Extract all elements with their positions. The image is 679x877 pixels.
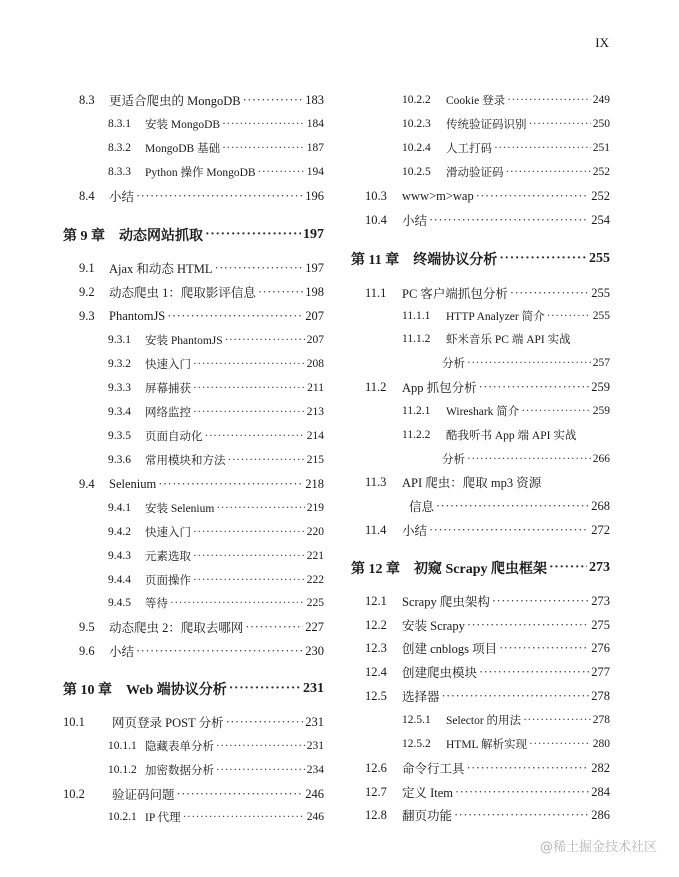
entry-page: 194 <box>306 166 324 178</box>
toc-chapter <box>63 677 324 701</box>
entry-number: 9.3.5 <box>108 430 131 442</box>
entry-title: 滑动验证码 <box>446 167 504 179</box>
entry-title: 等待 <box>145 598 168 610</box>
entry-title: 小结 <box>109 190 135 204</box>
leader-dots <box>479 665 589 680</box>
entry-number: 11.2.2 <box>402 429 431 441</box>
entry-title: 屏幕捕获 <box>145 383 191 395</box>
leader-dots <box>429 523 589 538</box>
entry-number: 9.4.2 <box>108 526 131 538</box>
leader-dots <box>529 738 591 750</box>
entry-title: 传统验证码识别 <box>446 119 527 131</box>
entry-number: 第 12 章 <box>351 562 400 577</box>
toc-entry <box>351 401 610 421</box>
entry-number: 12.8 <box>365 807 387 822</box>
leader-dots <box>499 251 587 267</box>
entry-title: 分析 <box>442 454 465 466</box>
leader-dots <box>167 309 303 324</box>
toc-entry <box>63 593 324 613</box>
entry-title: 选择器 <box>402 690 440 704</box>
entry-title: 分析 <box>442 358 465 370</box>
entry-page: 276 <box>591 640 610 655</box>
leader-dots <box>243 93 304 108</box>
entry-number: 10.2 <box>63 786 85 801</box>
leader-dots <box>436 499 589 514</box>
leader-dots <box>494 142 591 154</box>
entry-number: 9.3.1 <box>108 334 131 346</box>
entry-page: 198 <box>305 284 324 299</box>
entry-number: 11.1.1 <box>402 310 431 322</box>
entry-page: 221 <box>306 550 324 562</box>
leader-dots <box>222 118 305 130</box>
entry-title: 快速入门 <box>145 359 191 371</box>
entry-number: 8.3.2 <box>108 142 131 154</box>
entry-page: 196 <box>305 188 324 203</box>
toc-entry <box>351 638 610 658</box>
entry-title: Selenium <box>109 476 157 491</box>
toc-entry <box>63 186 324 206</box>
entry-page: 227 <box>305 619 324 634</box>
entry-number: 12.4 <box>365 664 387 679</box>
entry-number: 9.4.5 <box>108 597 131 609</box>
entry-page: 225 <box>306 597 324 609</box>
toc-chapter <box>351 247 610 271</box>
leader-dots <box>476 189 590 204</box>
entry-page: 211 <box>307 382 324 394</box>
leader-dots <box>205 227 301 243</box>
entry-page: 286 <box>591 807 610 822</box>
entry-number: 9.5 <box>79 619 95 634</box>
entry-page: 250 <box>592 118 610 130</box>
toc-entry <box>351 805 610 825</box>
toc-entry <box>351 283 610 303</box>
entry-title: 酷我听书 App 端 API 实战 <box>446 430 577 442</box>
entry-title: 命令行工具 <box>402 762 465 776</box>
entry-page: 278 <box>592 714 610 726</box>
entry-title: 更适合爬虫的 MongoDB <box>109 94 241 108</box>
entry-title: Scrapy 爬虫架构 <box>402 595 490 609</box>
entry-number: 12.5.2 <box>402 738 431 750</box>
leader-dots <box>507 94 591 106</box>
leader-dots <box>258 166 305 178</box>
leader-dots <box>226 715 304 730</box>
toc-entry <box>351 496 610 516</box>
leader-dots <box>547 310 591 322</box>
leader-dots <box>136 644 303 659</box>
entry-page: 246 <box>305 786 324 801</box>
entry-page: 284 <box>591 784 610 799</box>
entry-page: 277 <box>591 664 610 679</box>
toc-entry <box>63 282 324 302</box>
toc-entry <box>351 758 610 778</box>
entry-title: 网页登录 POST 分析 <box>112 716 224 730</box>
entry-title: API 爬虫：爬取 mp3 资源 <box>402 476 542 490</box>
leader-dots <box>506 166 591 178</box>
toc-entry <box>63 258 324 278</box>
toc-entry <box>351 329 610 349</box>
leader-dots <box>136 189 303 204</box>
entry-number: 9.3 <box>79 308 95 323</box>
entry-title: 初窥 Scrapy 爬虫框架 <box>414 562 547 577</box>
entry-number: 9.4.3 <box>108 550 131 562</box>
entry-page: 215 <box>306 454 324 466</box>
entry-page: 268 <box>591 498 610 513</box>
page-number: IX <box>595 35 609 50</box>
toc-entry <box>63 450 324 470</box>
entry-title: 小结 <box>109 645 135 659</box>
entry-number: 12.5.1 <box>402 714 431 726</box>
entry-page: 275 <box>591 617 610 632</box>
entry-number: 8.3 <box>79 92 95 107</box>
entry-title: PhantomJS <box>109 308 166 323</box>
toc-entry <box>351 162 610 182</box>
toc-entry <box>63 330 324 350</box>
entry-page: 207 <box>305 308 324 323</box>
toc-entry <box>351 782 610 802</box>
entry-page: 251 <box>592 142 610 154</box>
toc-entry <box>351 472 610 492</box>
entry-number: 10.2.1 <box>108 811 137 823</box>
entry-title: www>m>wap <box>402 188 474 203</box>
entry-page: 282 <box>591 760 610 775</box>
toc-entry <box>63 570 324 590</box>
toc-entry <box>63 138 324 158</box>
entry-number: 9.4.4 <box>108 574 131 586</box>
entry-number: 10.2.3 <box>402 118 431 130</box>
entry-number: 11.3 <box>365 474 387 489</box>
leader-dots <box>228 454 305 466</box>
entry-title: 常用模块和方法 <box>145 455 226 467</box>
leader-dots <box>193 550 305 562</box>
entry-page: 230 <box>305 643 324 658</box>
toc-entry <box>351 377 610 397</box>
toc-entry <box>351 615 610 635</box>
entry-number: 12.6 <box>365 760 387 775</box>
leader-dots <box>193 574 305 586</box>
toc-entry <box>63 736 324 756</box>
toc-entry <box>63 306 324 326</box>
entry-title: IP 代理 <box>145 812 181 824</box>
entry-title: 验证码问题 <box>112 788 175 802</box>
toc-entry <box>63 712 324 732</box>
entry-page: 273 <box>591 593 610 608</box>
entry-number: 第 11 章 <box>351 253 400 268</box>
toc-entry <box>63 426 324 446</box>
leader-dots <box>529 118 591 130</box>
entry-page: 257 <box>592 357 610 369</box>
toc-entry <box>63 617 324 637</box>
entry-title: 元素选取 <box>145 551 191 563</box>
entry-page: 197 <box>303 227 324 242</box>
leader-dots <box>177 787 304 802</box>
leader-dots <box>216 740 305 752</box>
entry-page: 255 <box>589 251 610 266</box>
entry-number: 10.3 <box>365 188 387 203</box>
toc-entry <box>63 784 324 804</box>
entry-number: 9.4 <box>79 476 95 491</box>
leader-dots <box>229 681 301 697</box>
entry-page: 234 <box>306 764 324 776</box>
entry-title: 页面操作 <box>145 575 191 587</box>
toc-entry <box>63 498 324 518</box>
entry-title: 安装 MongoDB <box>145 119 221 131</box>
entry-number: 第 9 章 <box>63 229 105 244</box>
entry-title: HTML 解析实现 <box>446 739 528 751</box>
entry-number: 12.7 <box>365 784 387 799</box>
leader-dots <box>214 261 303 276</box>
entry-number: 9.3.2 <box>108 358 131 370</box>
entry-title: 动态爬虫 1：爬取影评信息 <box>109 286 256 300</box>
toc-chapter <box>63 223 324 247</box>
entry-title: 小结 <box>402 524 428 538</box>
entry-number: 10.2.4 <box>402 142 431 154</box>
entry-title: 隐藏表单分析 <box>145 741 214 753</box>
entry-page: 183 <box>305 92 324 107</box>
entry-title: 动态网站抓取 <box>119 229 203 244</box>
entry-number: 10.4 <box>365 212 387 227</box>
entry-title: 安装 PhantomJS <box>145 335 223 347</box>
leader-dots <box>429 213 589 228</box>
entry-title: 安装 Selenium <box>145 503 215 515</box>
entry-title: 人工打码 <box>446 143 492 155</box>
entry-number: 10.1.1 <box>108 740 137 752</box>
entry-page: 207 <box>306 334 324 346</box>
leader-dots <box>499 641 589 656</box>
entry-number: 11.1 <box>365 285 387 300</box>
entry-title: 小结 <box>402 214 428 228</box>
leader-dots <box>479 380 590 395</box>
entry-title: Selector 的用法 <box>446 715 522 727</box>
leader-dots <box>492 594 589 609</box>
entry-page: 252 <box>592 166 610 178</box>
leader-dots <box>521 405 590 417</box>
entry-page: 231 <box>305 714 324 729</box>
entry-number: 8.3.3 <box>108 166 131 178</box>
toc-entry <box>63 807 324 827</box>
toc-entry <box>351 425 610 445</box>
entry-page: 280 <box>592 738 610 750</box>
entry-number: 8.3.1 <box>108 118 131 130</box>
toc-chapter <box>351 556 610 580</box>
entry-number: 9.3.3 <box>108 382 131 394</box>
entry-page: 246 <box>306 811 324 823</box>
leader-dots <box>216 764 305 776</box>
entry-page: 231 <box>306 740 324 752</box>
leader-dots <box>193 526 305 538</box>
entry-page: 187 <box>306 142 324 154</box>
leader-dots <box>193 406 305 418</box>
leader-dots <box>170 597 305 609</box>
toc-entry <box>63 90 324 110</box>
toc-entry <box>63 522 324 542</box>
entry-page: 214 <box>306 430 324 442</box>
toc-entry <box>351 449 610 469</box>
entry-page: 218 <box>305 476 324 491</box>
entry-number: 10.2.2 <box>402 94 431 106</box>
entry-number: 10.1 <box>63 714 85 729</box>
entry-page: 219 <box>306 502 324 514</box>
entry-number: 9.3.4 <box>108 406 131 418</box>
entry-title: HTTP Analyzer 简介 <box>446 311 545 323</box>
entry-page: 252 <box>591 188 610 203</box>
entry-page: 222 <box>306 574 324 586</box>
watermark: @稀土掘金技术社区 <box>539 840 657 855</box>
toc-entry <box>351 710 610 730</box>
entry-title: 定义 Item <box>402 786 454 800</box>
entry-title: Web 端协议分析 <box>126 683 227 698</box>
leader-dots <box>183 811 305 823</box>
toc-entry <box>351 591 610 611</box>
leader-dots <box>549 560 587 576</box>
entry-number: 11.2.1 <box>402 405 431 417</box>
entry-title: PC 客户端抓包分析 <box>402 287 508 301</box>
entry-title: 网络监控 <box>145 407 191 419</box>
toc-entry <box>63 474 324 494</box>
entry-page: 254 <box>591 212 610 227</box>
entry-page: 249 <box>592 94 610 106</box>
entry-number: 12.2 <box>365 617 387 632</box>
entry-title: 翻页功能 <box>402 809 453 823</box>
entry-page: 272 <box>591 522 610 537</box>
entry-title: 加密数据分析 <box>145 765 214 777</box>
toc-entry <box>63 378 324 398</box>
entry-page: 231 <box>303 681 324 696</box>
toc-entry <box>63 354 324 374</box>
toc-entry <box>351 306 610 326</box>
entry-title: 信息 <box>409 500 435 514</box>
entry-title: 动态爬虫 2：爬取去哪网 <box>109 621 244 635</box>
entry-title: 终端协议分析 <box>413 253 498 268</box>
entry-title: Cookie 登录 <box>446 95 506 107</box>
toc-entry <box>351 90 610 110</box>
entry-title: 安装 Scrapy <box>402 619 465 633</box>
leader-dots <box>523 714 591 726</box>
leader-dots <box>245 620 303 635</box>
leader-dots <box>258 285 303 300</box>
entry-page: 208 <box>306 358 324 370</box>
entry-number: 12.1 <box>365 593 387 608</box>
entry-title: 快速入门 <box>145 527 191 539</box>
entry-number: 11.2 <box>365 379 387 394</box>
entry-number: 第 10 章 <box>63 683 112 698</box>
entry-number: 12.3 <box>365 640 387 655</box>
toc-entry <box>351 114 610 134</box>
entry-page: 259 <box>591 379 610 394</box>
entry-number: 9.3.6 <box>108 454 131 466</box>
entry-page: 278 <box>591 688 610 703</box>
toc-entry <box>351 138 610 158</box>
entry-number: 11.4 <box>365 522 387 537</box>
entry-title: 创建 cnblogs 项目 <box>402 642 498 656</box>
entry-page: 255 <box>592 310 610 322</box>
toc-entry <box>63 114 324 134</box>
entry-number: 9.4.1 <box>108 502 131 514</box>
entry-number: 12.5 <box>365 688 387 703</box>
entry-title: App 抓包分析 <box>402 381 477 395</box>
entry-number: 9.1 <box>79 260 95 275</box>
toc-entry <box>351 210 610 230</box>
toc-entry <box>63 402 324 422</box>
toc-entry <box>63 162 324 182</box>
toc-entry <box>63 641 324 661</box>
toc-entry <box>351 686 610 706</box>
entry-page: 220 <box>306 526 324 538</box>
entry-number: 10.2.5 <box>402 166 431 178</box>
entry-number: 10.1.2 <box>108 764 137 776</box>
entry-title: 创建爬虫模块 <box>402 666 478 680</box>
entry-title: 虾米音乐 PC 端 API 实战 <box>446 334 571 346</box>
leader-dots <box>455 785 589 800</box>
entry-title: 页面自动化 <box>145 431 203 443</box>
entry-number: 9.2 <box>79 284 95 299</box>
toc-entry <box>351 353 610 373</box>
leader-dots <box>193 358 305 370</box>
leader-dots <box>454 808 589 823</box>
entry-title: Python 操作 MongoDB <box>145 167 256 179</box>
entry-page: 273 <box>589 560 610 575</box>
leader-dots <box>442 689 590 704</box>
leader-dots <box>193 382 305 394</box>
entry-page: 266 <box>592 453 610 465</box>
leader-dots <box>222 142 305 154</box>
toc-entry <box>351 734 610 754</box>
entry-page: 213 <box>306 406 324 418</box>
entry-page: 184 <box>306 118 324 130</box>
leader-dots <box>510 286 589 301</box>
entry-page: 259 <box>592 405 610 417</box>
toc-entry <box>351 520 610 540</box>
toc-entry <box>63 760 324 780</box>
leader-dots <box>205 430 305 442</box>
entry-number: 8.4 <box>79 188 95 203</box>
entry-title: MongoDB 基础 <box>145 143 221 155</box>
leader-dots <box>467 618 589 633</box>
entry-title: Ajax 和动态 HTML <box>109 262 213 276</box>
toc-entry <box>63 546 324 566</box>
entry-page: 255 <box>591 285 610 300</box>
entry-number: 11.1.2 <box>402 333 431 345</box>
leader-dots <box>467 761 590 776</box>
toc-entry <box>351 662 610 682</box>
leader-dots <box>158 477 303 492</box>
entry-page: 197 <box>305 260 324 275</box>
leader-dots <box>225 334 305 346</box>
leader-dots <box>216 502 304 514</box>
toc-entry <box>351 186 610 206</box>
leader-dots <box>467 453 591 465</box>
entry-title: Wireshark 简介 <box>446 406 520 418</box>
leader-dots <box>467 357 591 369</box>
entry-number: 9.6 <box>79 643 95 658</box>
